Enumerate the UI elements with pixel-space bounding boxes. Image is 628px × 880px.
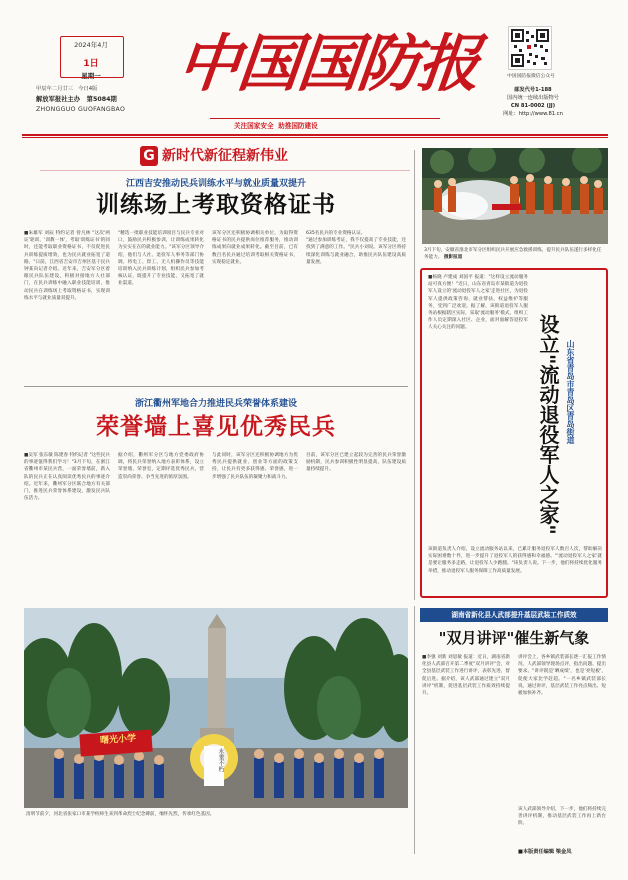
photo1-caption-text: 3月下旬，安徽省淮北市军分区组织民兵开展应急救援训练，提升民兵队伍遂行多样化任务能力。	[424, 248, 602, 260]
bottom-column-divider	[414, 606, 415, 854]
issue-number: 第5084期	[86, 96, 117, 103]
divider-1	[24, 386, 408, 387]
slogan-rule	[210, 118, 440, 119]
banner-text: 曙光小学	[99, 733, 137, 747]
article2-kicker: 浙江衢州军地合力推进民兵荣誉体系建设	[134, 399, 297, 409]
section-underline	[40, 170, 410, 171]
article2-col4: 目前，该军分区已建立起较为完善的民兵荣誉激励机制，民兵参训积极性明显提高，队伍建设质量持续提升。	[306, 453, 406, 473]
lunar-date: 甲辰年二月廿三	[36, 86, 74, 92]
photo-emergency-training	[422, 148, 608, 244]
article1-kicker: 江西吉安推动民兵训练水平与就业质量双提升	[125, 179, 306, 189]
slogan: 关注国家安全 助推国防建设	[234, 122, 318, 130]
article1-col3: 该军分区还积极协调相关单位，为取得资格证书的民兵提供岗位推荐服务，推动训练成果向就业成果转化。截至目前，已有数百名民兵通过培训考取相关资格证书，实现稳定就业。	[212, 231, 298, 265]
article4-col2: 讲评会上，各乡镇武装部长逐一汇报工作情况，人武部领导现场点评，指出问题、提出要求。"讲评既是'晒成绩'，也是'亮短板'，促使大家比学赶超。"一名乡镇武装部长说。通过讲评，基层武装工作亮点频出、短板加快补齐。	[518, 655, 606, 697]
article4-headline: "双月讲评"催生新气象	[438, 629, 590, 647]
publisher: 解放军报社主办	[36, 96, 81, 103]
photo-memorial-image	[24, 608, 408, 808]
article1-col1: ■朱雄军 刘辰 特约记者 曾凡林 "这次'两证'轮训，'训教一体'，考取'训练证书'的同时，还能考取职业资格证书，不仅促进民兵训练提质增效，也为民兵就业拓宽了道路。"日前，江西省吉安市吉州区基干民兵钟某向记者介绍。近年来，吉安军分区着眼民兵队伍建设，积极对接地方人社部门，在民兵训练中融入职业技能培训，推动民兵在训练场上考取资格证书，实现训练水平与就业质量双提升。	[24, 231, 110, 301]
wreath-text: 永垂不朽	[217, 748, 224, 772]
article1-col4: 635名民兵的专业资格认证。 "通过参加训练考证，我不仅提高了专业技能，还找到了满意的工作。"民兵小刘说。该军分区将持续深化训练与就业融合，助推民兵队伍建设高质量发展。	[306, 231, 406, 265]
article2-col3: 与此同时，该军分区还积极协调地方为优秀民兵提供就业、创业等方面的政策支持，让民兵有更多获得感、荣誉感，进一步增强了民兵队伍的凝聚力和战斗力。	[212, 453, 298, 480]
article3-headline: 设立"流动退役军人之家"	[536, 314, 560, 535]
article3-col1: ■杨晓 卢建成 刘国平 报道："这样设立流动服务站可真方便！"近日，山东省青岛市某街道为退役军人设立的'流动退役军人之家'走进社区，为退役军人提供政策咨询、就业帮扶、权益维护等服务，受到广泛欢迎。据了解，该街道退役军人服务站根据辖区实际，采取'流动服务'模式，组织工作人员定期深入社区、企业，面对面解答退役军人关心关注的问题。	[428, 275, 528, 331]
pinyin-title: ZHONGGUO GUOFANGBAO	[36, 106, 126, 113]
photo2-caption-text: 清明节前夕，河北省张家口市某学校师生来到革命烈士纪念碑前，缅怀先烈，传承红色基因。	[26, 812, 215, 817]
publisher-line	[36, 94, 117, 103]
article1-col2: "精选一批职业技能培训项目与民兵专业对口，鼓励民兵积极参训，让训练成果转化为实实在在的就业能力。"该军分区领导介绍，他们与人社、退役军人事务等部门协调，将电工、焊工、无人机操作员等技能培训纳入民兵训练计划，组织民兵参加考核认证，既提升了专业技能，又拓宽了就业渠道。	[118, 231, 204, 287]
postal-code: 邮发代号1-188	[514, 87, 552, 93]
newspaper-title: 中国国防报	[174, 27, 482, 100]
column-divider	[414, 150, 415, 600]
article4-kicker: 湖南省新化县人武部提升基层武装工作质效	[451, 611, 577, 619]
cn-number: CN 81-0002 (JJ)	[510, 103, 556, 109]
date-weekday: 星期一	[81, 72, 101, 80]
section-badge-glyph: G	[143, 148, 155, 164]
article3-kicker: 山东省青岛市青岛区青岛街道	[566, 340, 576, 444]
photo-memorial	[24, 608, 408, 808]
article4-col3: 该人武部领导介绍，下一步，他们将持续完善讲评机制，推动基层武装工作再上新台阶。	[518, 807, 606, 827]
publication-info	[500, 86, 566, 118]
article4-col1: ■李强 刘新 刘思敏 报道：近日，湖南省新化县人武部召开第二季度"双月讲评"会，对全县基层武装工作进行讲评，表彰先进、督促后进。据介绍，该人武部通过建立"双月讲评"机制，促进基层武装工作质效持续提升。	[422, 655, 510, 697]
date-year-month: 2024年4月	[74, 41, 108, 49]
page-count: 今日4版	[78, 86, 98, 92]
qr-code-icon	[509, 27, 551, 69]
photo1-credit: 摄影报道	[443, 254, 463, 260]
date-day: 1日	[83, 59, 99, 69]
qr-label: 中国国防报微信公众号	[507, 74, 555, 79]
cn-label: 国内统一连续出版物号	[507, 95, 559, 101]
date-box-frame	[60, 36, 124, 78]
article2-headline: 荣誉墙上喜见优秀民兵	[96, 413, 336, 440]
lunar-line	[36, 84, 97, 92]
header-rule-bottom	[22, 137, 608, 138]
photo2-caption	[26, 812, 406, 819]
website: 网址：http://www.81.cn	[503, 111, 563, 117]
photo-emergency-training-image	[422, 148, 608, 244]
article3-col2: 该街道负责人介绍，设立流动服务站以来，已累计服务退役军人数百人次，帮助解决实际困难数十件，进一步提升了退役军人的获得感和幸福感。"'流动退役军人之家'就是要让服务多走路，让退役军人少跑腿。"该负责人说。下一步，他们将持续优化服务举措，推动退役军人服务保障工作高质量发展。	[428, 547, 602, 574]
page-editor: ■本版责任编辑 梁金凤	[518, 849, 572, 855]
section-title: 新时代新征程新伟业	[162, 148, 288, 164]
article2-col1: ■吴军 张东敏 陈建春 特约记者 "这些民兵的事迹值得我们学习！"3月下旬，在浙江省衢州市某民兵营，一面荣誉墙前，新入队的民兵正在认真阅读优秀民兵的事迹介绍。近年来，衢州军分区联合地方有关部门，推进民兵荣誉体系建设，激发民兵队伍活力。	[24, 453, 110, 502]
photo1-caption	[424, 248, 606, 261]
header-rule-top	[22, 134, 608, 136]
article2-col2: 据介绍，衢州军分区与地方党委政府协调，将民兵荣誉纳入地方表彰体系，设立荣誉墙、荣誉室，定期评选优秀民兵，营造崇尚荣誉、争当先进的浓厚氛围。	[118, 453, 204, 480]
article1-headline: 训练场上考取资格证书	[96, 191, 336, 218]
section-badge	[140, 146, 158, 166]
qr-code[interactable]	[508, 26, 552, 70]
